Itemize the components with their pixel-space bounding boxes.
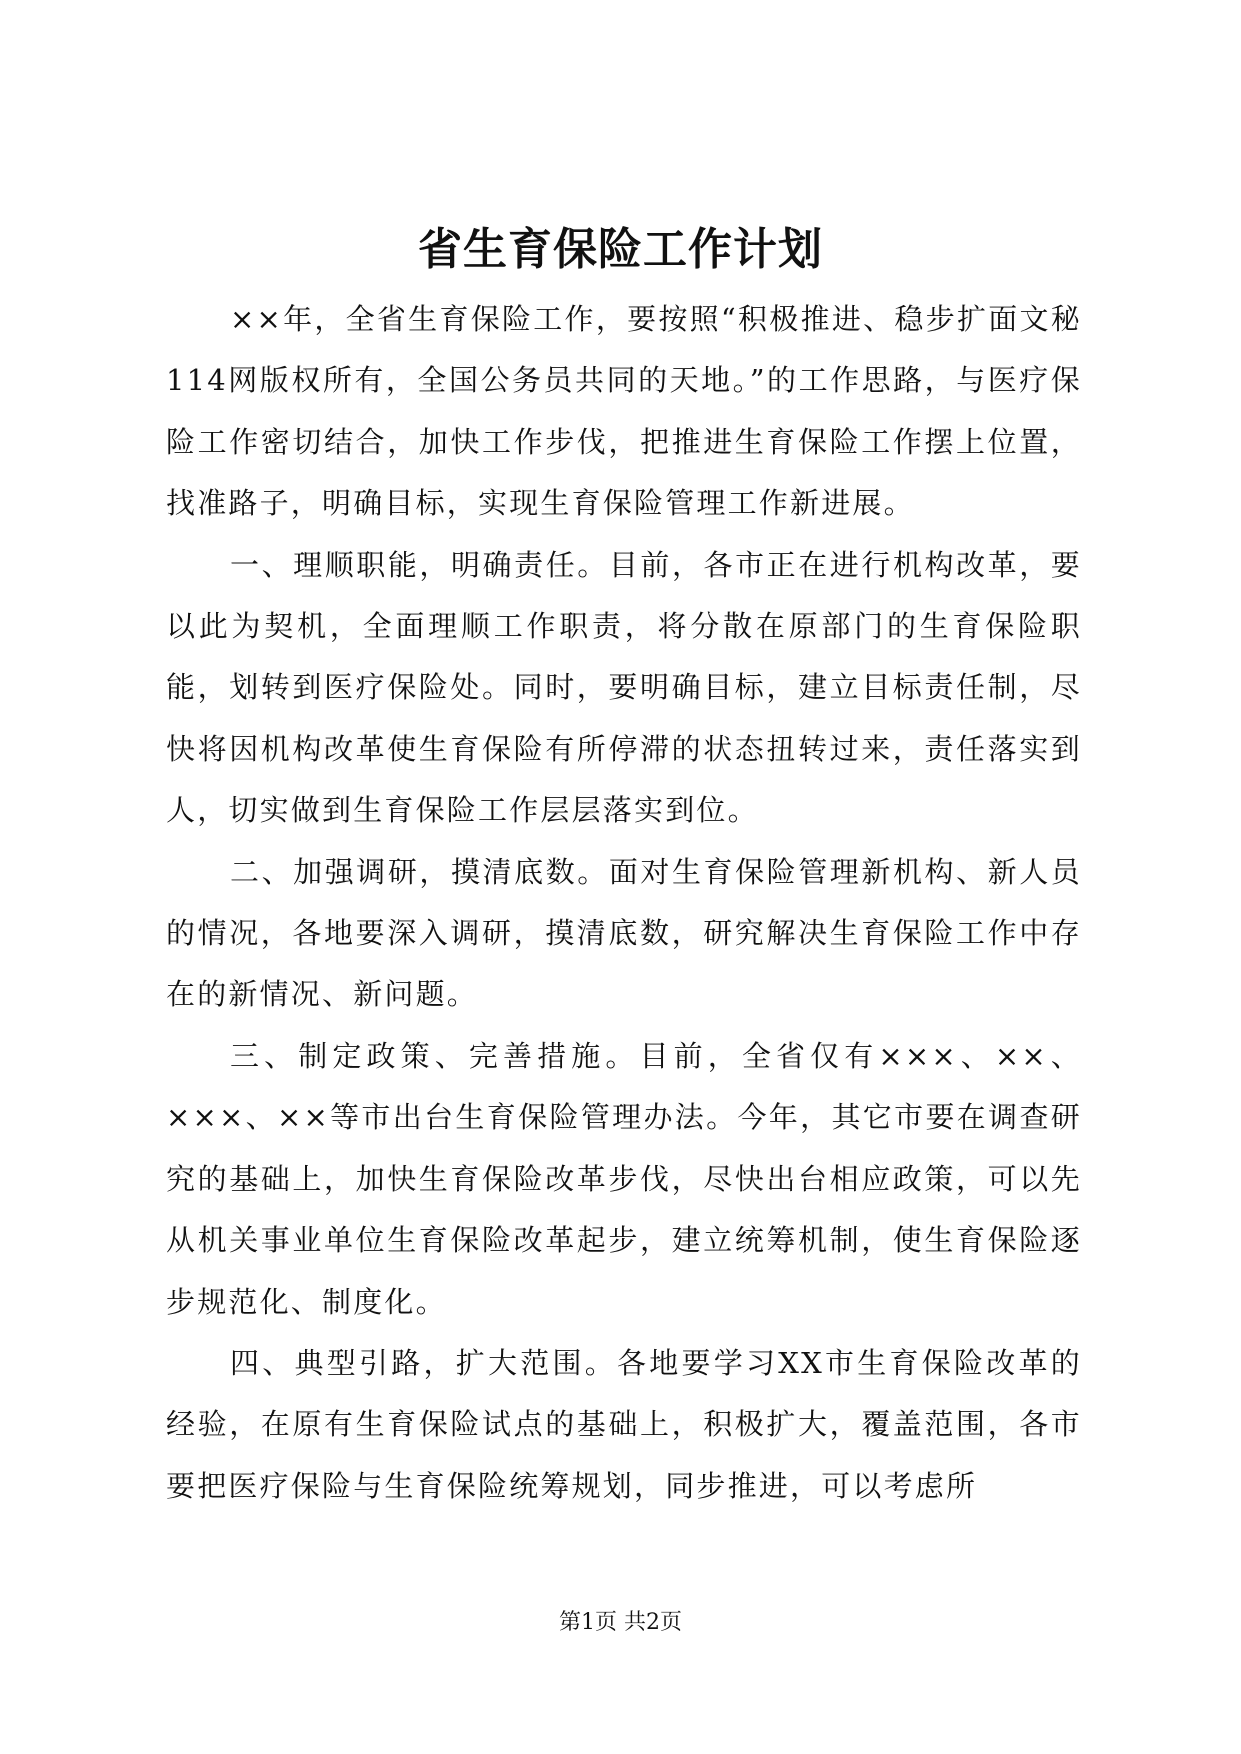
paragraph-section-3: 三、制定政策、完善措施。目前，全省仅有×××、××、×××、××等市出台生育保险管理办法。今年，其它市要在调查研究的基础上，加快生育保险改革步伐，尽快出台相应政策，可以先从机关事业单位生育保险改革起步，建立统筹机制，使生育保险逐步规范化、制度化。 [166, 1038, 1082, 1319]
paragraph-section-2: 二、加强调研，摸清底数。面对生育保险管理新机构、新人员的情况，各地要深入调研，摸清底数，研究解决生育保险工作中存在的新情况、新问题。 [166, 854, 1082, 1012]
document-body [166, 289, 1082, 1517]
paragraph-section-4: 四、典型引路，扩大范围。各地要学习XX市生育保险改革的经验，在原有生育保险试点的基础上，积极扩大，覆盖范围，各市要把医疗保险与生育保险统筹规划，同步推进，可以考虑所 [166, 1345, 1082, 1503]
paragraph-section-1: 一、理顺职能，明确责任。目前，各市正在进行机构改革，要以此为契机，全面理顺工作职责，将分散在原部门的生育保险职能，划转到医疗保险处。同时，要明确目标，建立目标责任制，尽快将因机构改革使生育保险有所停滞的状态扭转过来，责任落实到人，切实做到生育保险工作层层落实到位。 [166, 547, 1082, 828]
page-number-footer: 第1页 共2页 [559, 1610, 682, 1635]
document-title: 省生育保险工作计划 [418, 224, 823, 275]
paragraph-intro: ××年，全省生育保险工作，要按照“积极推进、稳步扩面文秘114网版权所有，全国公务员共同的天地。”的工作思路，与医疗保险工作密切结合，加快工作步伐，把推进生育保险工作摆上位置，找准路子，明确目标，实现生育保险管理工作新进展。 [166, 302, 1082, 521]
